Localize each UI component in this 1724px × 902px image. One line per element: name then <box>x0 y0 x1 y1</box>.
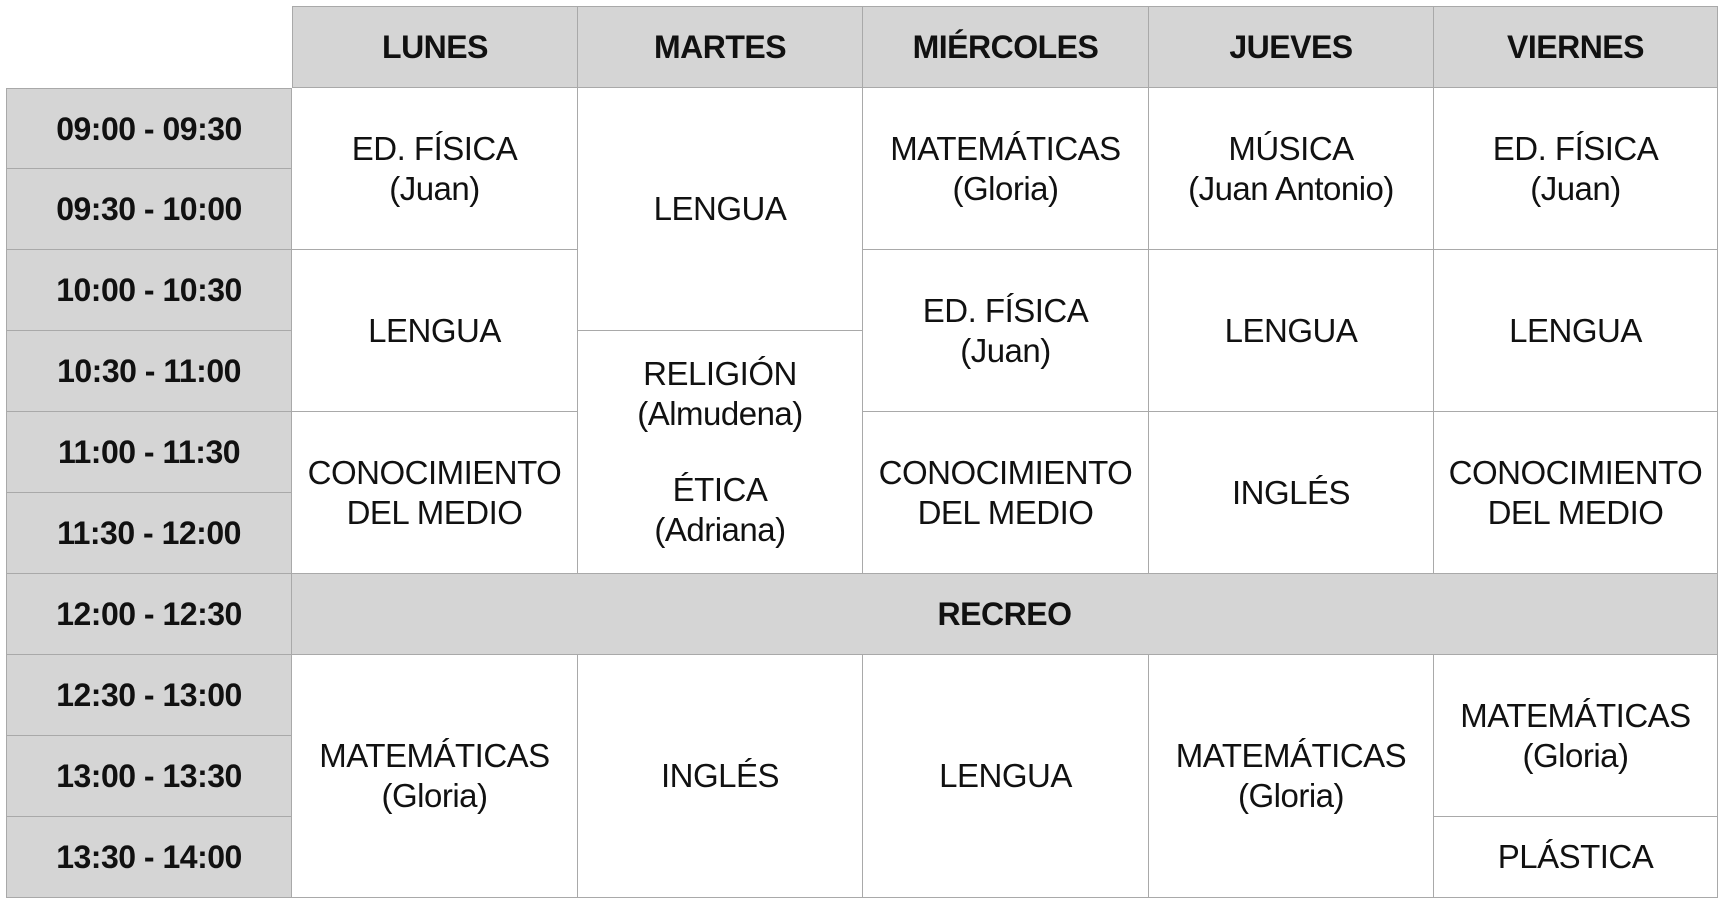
time-slot: 11:30 - 12:00 <box>6 493 292 574</box>
subject-label: LENGUA <box>653 190 787 227</box>
day-header-lunes: LUNES <box>292 6 578 88</box>
subject-label: MATEMÁTICAS <box>1175 737 1407 774</box>
subject-label: DEL MEDIO <box>917 493 1094 531</box>
subject-label: LENGUA <box>1224 311 1358 349</box>
teacher-label: (Gloria) <box>1237 777 1344 814</box>
teacher-label: (Almudena) <box>637 395 803 432</box>
teacher-label: (Adriana) <box>654 511 786 548</box>
class-block-miercoles-lengua <box>863 655 1149 898</box>
class-block-miercoles-conocimiento <box>863 412 1149 574</box>
class-block-lunes-edfisica <box>292 88 578 250</box>
class-block-martes-religion-etica <box>578 331 863 574</box>
class-block-viernes-lengua <box>1434 250 1718 412</box>
day-header-viernes: VIERNES <box>1434 6 1718 88</box>
class-block-jueves-lengua <box>1149 250 1434 412</box>
class-block-viernes-plastica <box>1434 817 1718 898</box>
subject-label: INGLÉS <box>660 757 780 794</box>
class-block-lunes-conocimiento <box>292 412 578 574</box>
time-slot: 11:00 - 11:30 <box>6 412 292 493</box>
subject-label: CONOCIMIENTO <box>1448 453 1703 491</box>
subject-label: LENGUA <box>939 757 1072 794</box>
time-slot: 09:00 - 09:30 <box>6 88 292 169</box>
schedule-table <box>6 6 1718 897</box>
time-slot: 13:30 - 14:00 <box>6 817 292 898</box>
subject-label: CONOCIMIENTO <box>878 453 1133 491</box>
day-header-miercoles: MIÉRCOLES <box>863 6 1149 88</box>
class-block-viernes-edfisica <box>1434 88 1718 250</box>
teacher-label: (Gloria) <box>1522 736 1629 774</box>
time-slot: 13:00 - 13:30 <box>6 736 292 817</box>
day-header-martes: MARTES <box>578 6 863 88</box>
subject-label: MATEMÁTICAS <box>890 129 1121 167</box>
teacher-label: (Juan) <box>389 169 480 207</box>
class-block-martes-lengua <box>578 88 863 331</box>
class-block-viernes-conocimiento <box>1434 412 1718 574</box>
subject-label: ED. FÍSICA <box>1492 129 1659 167</box>
teacher-label: (Juan Antonio) <box>1188 169 1394 207</box>
time-slot: 09:30 - 10:00 <box>6 169 292 250</box>
subject-label: DEL MEDIO <box>346 493 523 531</box>
subject-label: ED. FÍSICA <box>922 291 1089 329</box>
corner-blank <box>6 6 292 88</box>
teacher-label: (Gloria) <box>952 169 1059 207</box>
time-slot: 10:30 - 11:00 <box>6 331 292 412</box>
class-block-martes-ingles <box>578 655 863 898</box>
subject-label: ÉTICA <box>672 471 768 508</box>
subject-label: MATEMÁTICAS <box>319 737 550 774</box>
time-slot: 12:30 - 13:00 <box>6 655 292 736</box>
subject-label: CONOCIMIENTO <box>307 453 562 491</box>
subject-label: LENGUA <box>368 311 501 349</box>
class-block-lunes-matematicas <box>292 655 578 898</box>
subject-label: PLÁSTICA <box>1497 838 1654 875</box>
subject-label: INGLÉS <box>1231 473 1351 511</box>
time-slot: 12:00 - 12:30 <box>6 574 292 655</box>
teacher-label: (Juan) <box>1530 169 1621 207</box>
subject-label: DEL MEDIO <box>1487 493 1664 531</box>
class-block-lunes-lengua <box>292 250 578 412</box>
class-block-miercoles-edfisica <box>863 250 1149 412</box>
teacher-label: (Juan) <box>960 331 1051 369</box>
subject-label: MÚSICA <box>1228 129 1354 167</box>
class-block-jueves-musica <box>1149 88 1434 250</box>
subject-label: MATEMÁTICAS <box>1460 696 1691 734</box>
subject-label: ED. FÍSICA <box>351 129 518 167</box>
class-block-jueves-matematicas <box>1149 655 1434 898</box>
break-row: RECREO <box>292 574 1718 655</box>
subject-label: RELIGIÓN <box>643 355 797 392</box>
subject-label: LENGUA <box>1509 311 1642 349</box>
class-block-viernes-matematicas <box>1434 655 1718 817</box>
class-block-jueves-ingles <box>1149 412 1434 574</box>
time-slot: 10:00 - 10:30 <box>6 250 292 331</box>
day-header-jueves: JUEVES <box>1149 6 1434 88</box>
class-block-miercoles-matematicas <box>863 88 1149 250</box>
teacher-label: (Gloria) <box>381 777 488 814</box>
